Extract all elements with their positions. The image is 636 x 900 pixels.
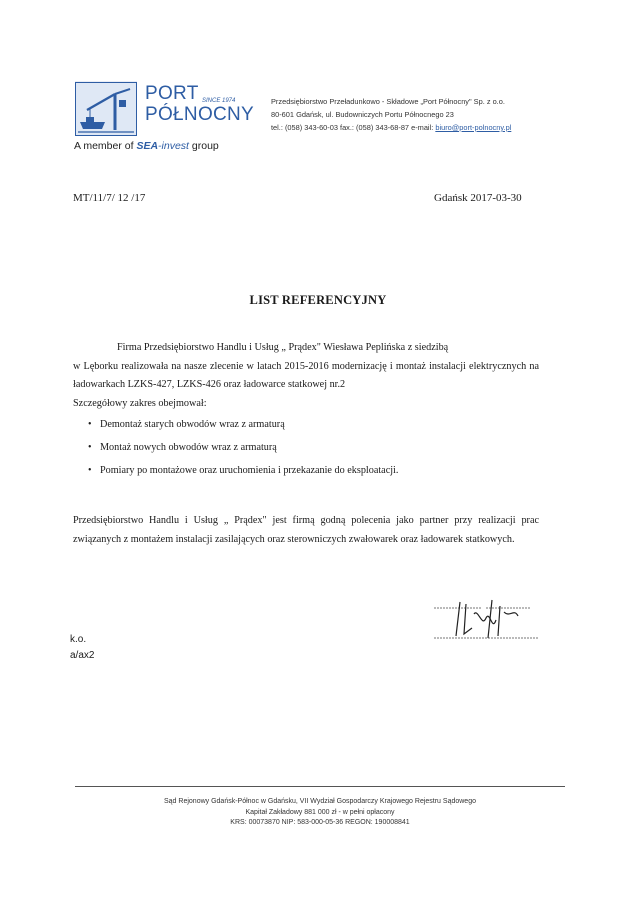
member-suffix: group <box>191 140 219 152</box>
company-address: 80-601 Gdańsk, ul. Budowniczych Portu Północnego 23 <box>271 110 454 119</box>
company-contact-line <box>271 121 571 134</box>
note-ko: k.o. <box>70 634 87 645</box>
footer-divider <box>75 786 565 787</box>
list-item: • Demontaż starych obwodów wraz z armaturą <box>88 413 548 436</box>
member-prefix: A member of <box>74 140 134 152</box>
company-contact: tel.: (058) 343-60-03 fax.: (058) 343-68-87 e-mail: <box>271 123 434 132</box>
document-date: Gdańsk 2017-03-30 <box>434 192 522 204</box>
signature-stamp <box>430 598 542 646</box>
list-item: • Montaż nowych obwodów wraz z armaturą <box>88 436 548 459</box>
logo-line-polnocny: PÓŁNOCNY <box>145 104 255 125</box>
member-brand-sea: SEA <box>136 140 159 152</box>
logo-line-port: PORT <box>145 83 199 104</box>
paragraph-recommendation: Przedsiębiorstwo Handlu i Usług „ Prądex" jest firmą godną polecenia jako partner przy realizacji prac związanych z montażem instalacji zasilających oraz sterowniczych zwałowarek oraz ładowarek statkowych. <box>73 515 539 545</box>
paragraph-scope-label: Szczegółowy zakres obejmował: <box>73 397 207 409</box>
company-email-link[interactable]: biuro@port-polnocny.pl <box>435 123 512 132</box>
paragraph-intro-first-line: Firma Przedsiębiorstwo Handlu i Usług „ Prądex" Wiesława Peplińska z siedzibą <box>117 342 449 353</box>
company-name: Przedsiębiorstwo Przeładunkowo - Składowe „Port Północny" Sp. z o.o. <box>271 97 505 106</box>
note-ax: a/ax2 <box>70 650 95 661</box>
distribution-notes <box>70 632 94 664</box>
company-logo-name <box>145 83 254 125</box>
logo-since: SINCE 1974 <box>202 98 236 104</box>
paragraph-intro <box>73 339 539 413</box>
list-item: • Pomiary po montażowe oraz uruchomienia i przekazanie do eksploatacji. <box>88 459 548 482</box>
footer <box>75 797 565 829</box>
footer-capital: Kapitał Zakładowy 881 000 zł - w pełni opłacony <box>245 808 395 816</box>
member-of-group <box>74 140 219 152</box>
document-title: LIST REFERENCYJNY <box>249 293 387 307</box>
member-brand-invest: -invest <box>158 140 189 152</box>
company-logo-graphic <box>75 80 137 136</box>
footer-registry: KRS: 00073870 NIP: 583-000-05-36 REGON: 190008841 <box>230 819 410 826</box>
scope-list <box>88 413 548 482</box>
company-header <box>271 95 571 134</box>
footer-court: Sąd Rejonowy Gdańsk-Północ w Gdańsku, VII Wydział Gospodarczy Krajowego Rejestru Sądowego <box>164 798 476 805</box>
reference-number: MT/11/7/ 12 /17 <box>73 192 146 204</box>
paragraph-intro-rest: w Lęborku realizowała na nasze zlecenie w latach 2015-2016 modernizację i montaż instalacji elektrycznych na ładowarkach LZKS-427, LZKS-426 oraz ładowarce statkowej nr.2 <box>73 360 539 390</box>
